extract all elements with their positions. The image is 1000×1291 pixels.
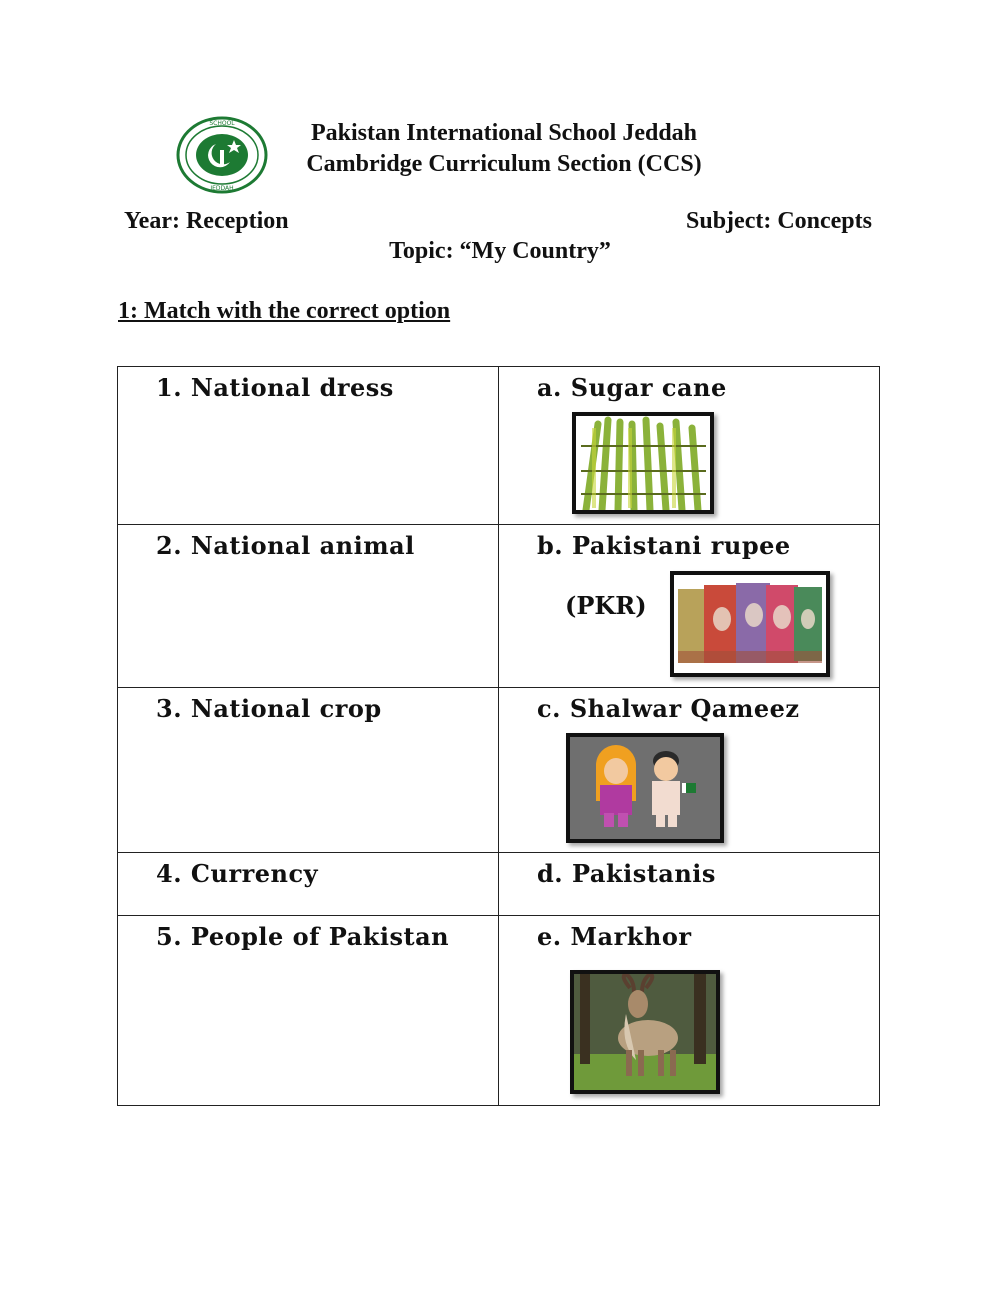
school-heading — [284, 118, 724, 180]
left-cell — [118, 853, 499, 916]
right-item-e: e. Markhor — [537, 922, 692, 951]
table-row — [118, 367, 880, 525]
left-item-1: 1. National dress — [156, 373, 394, 402]
right-item-b-sub: (PKR) — [565, 591, 647, 620]
right-cell — [499, 916, 880, 1106]
table-row — [118, 688, 880, 853]
school-name: Pakistan International School Jeddah — [310, 120, 698, 146]
left-item-3: 3. National crop — [156, 694, 382, 723]
left-item-2: 2. National animal — [156, 531, 415, 560]
rupee-notes-image — [670, 571, 830, 677]
left-item-5: 5. People of Pakistan — [156, 922, 450, 951]
right-item-d: d. Pakistanis — [537, 859, 716, 888]
shalwar-qameez-children-image — [566, 733, 724, 843]
topic-label: Topic: “My Country” — [389, 238, 611, 264]
table-row — [118, 916, 880, 1106]
question-title: 1: Match with the correct option — [118, 298, 451, 324]
right-cell — [499, 688, 880, 853]
table-row — [118, 853, 880, 916]
right-item-c: c. Shalwar Qameez — [537, 694, 800, 723]
right-item-a: a. Sugar cane — [537, 373, 727, 402]
left-cell — [118, 688, 499, 853]
right-cell — [499, 525, 880, 688]
right-item-b: b. Pakistani rupee — [537, 531, 791, 560]
markhor-image — [570, 970, 720, 1094]
matching-table — [117, 366, 880, 1106]
right-cell — [499, 367, 880, 525]
left-cell — [118, 525, 499, 688]
left-cell — [118, 916, 499, 1106]
right-cell — [499, 853, 880, 916]
left-cell — [118, 367, 499, 525]
section-name: Cambridge Curriculum Section (CCS) — [306, 151, 702, 177]
year-label: Year: Reception — [124, 208, 289, 234]
svg-text:JEDDAH: JEDDAH — [210, 185, 234, 192]
table-row — [118, 525, 880, 688]
school-logo — [176, 116, 268, 194]
subject-label: Subject: Concepts — [686, 208, 872, 234]
svg-text:SCHOOL: SCHOOL — [209, 120, 235, 127]
left-item-4: 4. Currency — [156, 859, 319, 888]
sugar-cane-image — [572, 412, 714, 514]
